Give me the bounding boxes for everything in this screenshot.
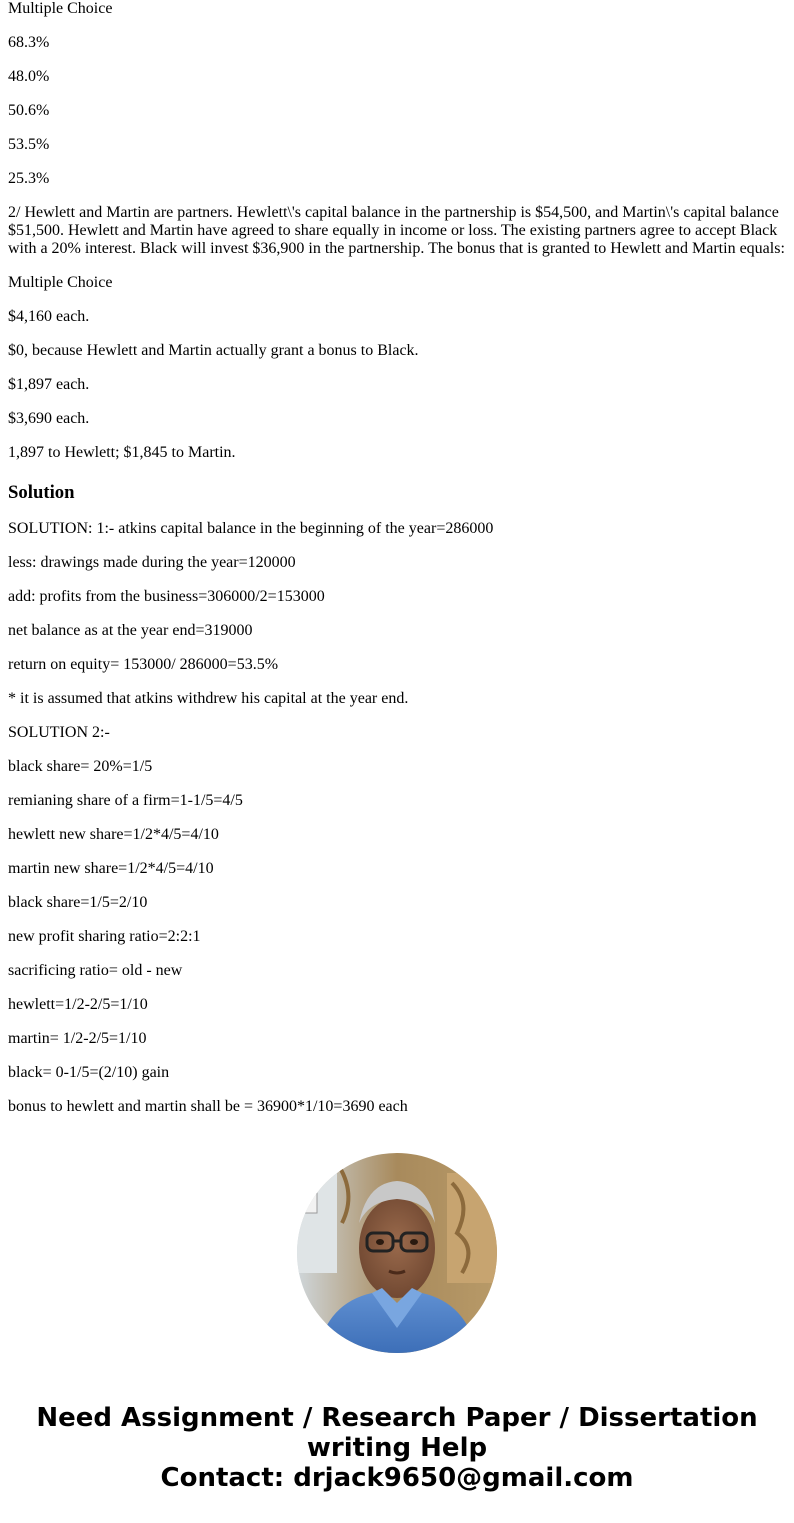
promo-line: Need Assignment / Research Paper / Dissertation xyxy=(36,1403,758,1433)
document-content xyxy=(8,0,786,1116)
q2-question-text: 2/ Hewlett and Martin are partners. Hewlett\'s capital balance in the partnership is $54,500, and Martin\'s capital balance $51,500. Hewlett and Martin have agreed to share equally in income or loss. The existing partners agree to accept Black with a 20% interest. Black will invest $36,900 in the partnership. The bonus that is granted to Hewlett and Martin equals: xyxy=(8,204,785,257)
q1-option: 25.3% xyxy=(8,170,50,187)
solution-line: martin= 1/2-2/5=1/10 xyxy=(8,1030,147,1047)
solution-line: black share= 20%=1/5 xyxy=(8,758,153,775)
q1-option: 48.0% xyxy=(8,68,50,85)
solution-line: add: profits from the business=306000/2=153000 xyxy=(8,588,325,605)
q2-option: $3,690 each. xyxy=(8,410,90,427)
q1-option: 53.5% xyxy=(8,136,50,153)
q1-option: 50.6% xyxy=(8,102,50,119)
q2-option: $4,160 each. xyxy=(8,308,90,325)
promo-contact: Contact: drjack9650@gmail.com xyxy=(160,1463,634,1493)
q2-option: 1,897 to Hewlett; $1,845 to Martin. xyxy=(8,444,236,461)
author-avatar xyxy=(297,1153,497,1353)
solution-line: remianing share of a firm=1-1/5=4/5 xyxy=(8,792,243,809)
q1-choice-heading: Multiple Choice xyxy=(8,0,113,17)
solution-line: hewlett new share=1/2*4/5=4/10 xyxy=(8,826,219,843)
solution-line: new profit sharing ratio=2:2:1 xyxy=(8,928,201,945)
author-photo xyxy=(297,1153,497,1353)
q2-option: $0, because Hewlett and Martin actually grant a bonus to Black. xyxy=(8,342,419,359)
solution-line: hewlett=1/2-2/5=1/10 xyxy=(8,996,148,1013)
solution-line: black share=1/5=2/10 xyxy=(8,894,148,911)
solution-line: SOLUTION 2:- xyxy=(8,724,110,741)
solution-line: SOLUTION: 1:- atkins capital balance in the beginning of the year=286000 xyxy=(8,520,494,537)
solution-line: less: drawings made during the year=120000 xyxy=(8,554,296,571)
promo-banner xyxy=(0,1403,794,1493)
solution-heading: Solution xyxy=(8,482,75,503)
solution-line: martin new share=1/2*4/5=4/10 xyxy=(8,860,214,877)
q2-choice-heading: Multiple Choice xyxy=(8,274,113,291)
solution-line: bonus to hewlett and martin shall be = 36900*1/10=3690 each xyxy=(8,1098,408,1115)
solution-line: net balance as at the year end=319000 xyxy=(8,622,253,639)
q2-option: $1,897 each. xyxy=(8,376,90,393)
solution-line: return on equity= 153000/ 286000=53.5% xyxy=(8,656,279,673)
solution-line: black= 0-1/5=(2/10) gain xyxy=(8,1064,170,1081)
q1-option: 68.3% xyxy=(8,34,50,51)
solution-line: sacrificing ratio= old - new xyxy=(8,962,183,979)
solution-line: * it is assumed that atkins withdrew his capital at the year end. xyxy=(8,690,409,707)
promo-line: writing Help xyxy=(306,1433,488,1463)
